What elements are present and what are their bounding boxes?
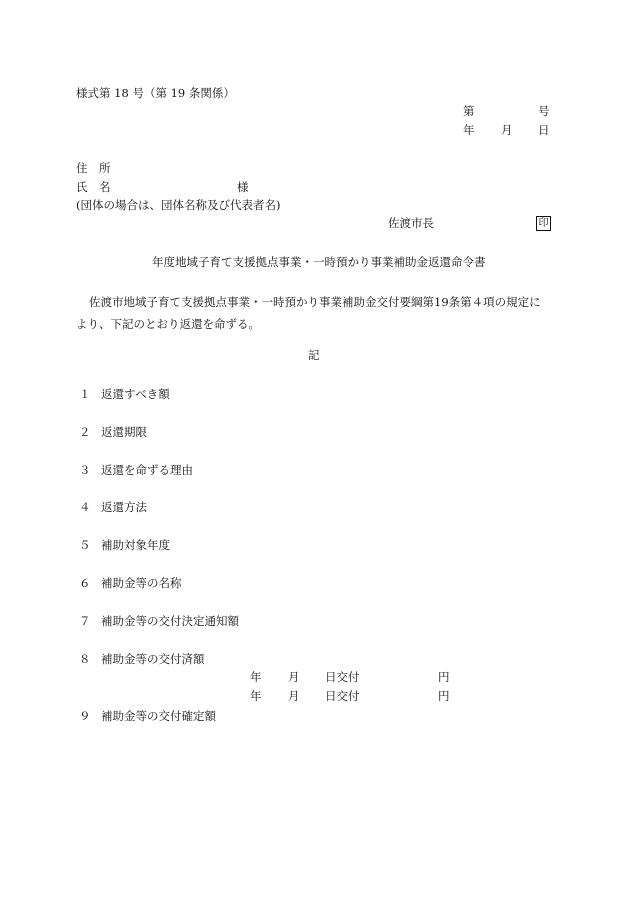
item-num: ３ [79,463,91,477]
paid-year: 年 [250,689,262,703]
item-label: 補助金等の交付決定通知額 [101,614,239,628]
paid-month: 月 [288,670,300,684]
paid-yen: 円 [438,689,450,703]
doc-number-suffix: 号 [538,104,550,118]
item-label: 補助対象年度 [101,538,170,552]
item-label: 補助金等の名称 [101,576,182,590]
item-label: 返還を命ずる理由 [101,463,193,477]
paid-day: 日交付 [325,689,360,703]
seal-stamp: 印 [536,216,551,231]
item-label: 補助金等の交付済額 [101,652,205,666]
honorific: 様 [237,180,249,194]
item-num: ６ [79,576,91,590]
body-text: 佐渡市地域子育て支援拠点事業・一時預かり事業補助金交付要綱第19条第４項の規定により、下記のとおり返還を命ずる。 [76,295,541,331]
item-label: 返還すべき額 [101,387,170,401]
paid-yen: 円 [438,670,450,684]
doc-number-prefix: 第 [463,104,475,118]
item-label: 返還期限 [101,425,147,439]
paid-year: 年 [250,670,262,684]
date-month: 月 [501,123,513,137]
form-id: 様式第 18 号（第 19 条関係） [76,86,235,100]
paid-day: 日交付 [325,670,360,684]
group-note: (団体の場合は、団体名称及び代表者名) [76,198,281,212]
date-year: 年 [463,123,475,137]
document-title: 年度地域子育て支援拠点事業・一時預かり事業補助金返還命令書 [152,255,486,269]
issuer-title: 佐渡市長 [388,216,434,230]
item-num: １ [79,387,91,401]
ki-heading: 記 [308,348,320,362]
item-num: ２ [79,425,91,439]
item-num: ５ [79,538,91,552]
address-label: 住 所 [76,161,111,175]
name-label: 氏 名 [76,180,111,194]
date-day: 日 [538,123,550,137]
item-label: 返還方法 [101,500,147,514]
paid-month: 月 [288,689,300,703]
item-num: ７ [79,614,91,628]
item-num: ９ [79,709,91,723]
item-num: ４ [79,500,91,514]
item-label: 補助金等の交付確定額 [101,709,216,723]
item-num: ８ [79,652,91,666]
